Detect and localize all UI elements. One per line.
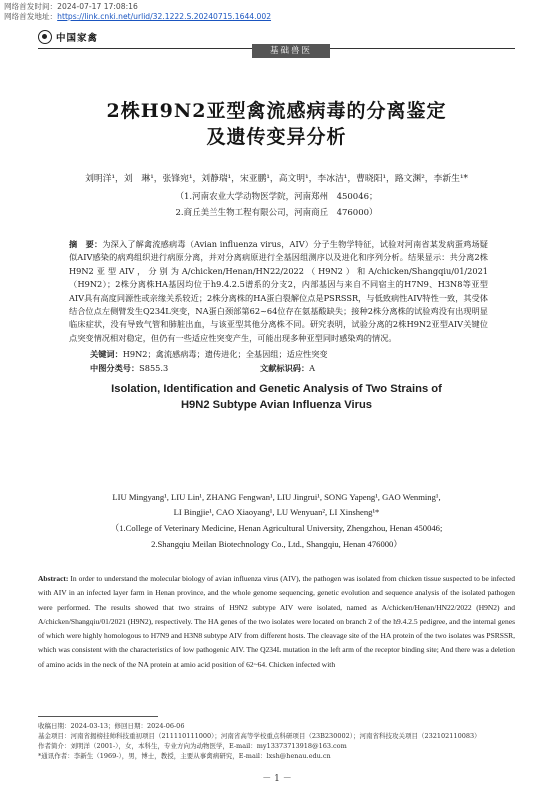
abstract-cn — [69, 238, 488, 345]
authors-en-line-2: LI Bingjie¹, CAO Xiaoyang¹, LU Wenyuan², LI Xinsheng¹* — [173, 507, 380, 517]
title-cn-line-2: 及遗传变异分析 — [206, 126, 347, 148]
affiliation-cn-2: 2.商丘美兰生物工程有限公司，河南商丘 476000） — [175, 208, 378, 218]
affiliation-en-2: 2.Shangqiu Meilan Biotechnology Co., Ltd., Shangqiu, Henan 476000） — [151, 539, 402, 549]
abstract-cn-text: 为深入了解禽流感病毒（Avian influenza virus，AIV）分子生物学特征，试验对河南省某发病蛋鸡场疑似AIV感染的病鸡组织进行病原分离，并对分离病原进行全基因组测序以及进化和序列分析。结果显示：共分离2株H9N2亚型AIV，分别为A/chicken/Henan/HN22/2022（H9N2）和A/chicken/Shangqiu/01/2021（H9N2）；2株分离株HA基因均位于h9.4.2.5谱系的分支2，内部基因与来自不同宿主的H7N9、H3N8等亚型AIV具有高度同源性或亲缘关系较近；2株分离株的HA蛋白裂解位点是PSRSSR，与低致病性AIV特性一致，其受体结合位点左侧臂发生Q234L突变，NA蛋白颈部第62~64位存在氨基酸缺失；接种2株分离株的试验鸡没有出现明显临床症状，没有导致气管和肺脏出血，与该亚型其他分离株不同。研究表明，试验分离的2株H9N2亚型AIV关键位点突变情况相对稳定，但仍有一些适应性突变产生，可能出现多种亚型同时感染鸡的情况。 — [69, 239, 488, 343]
journal-seal-icon — [38, 30, 52, 44]
journal-logo — [38, 30, 98, 44]
clc-label: 中图分类号： — [90, 363, 140, 373]
footnote-author-bio: 作者简介：刘明洋（2001-），女，本科生，专业方向为动物医学，E-mail：my13373713918@163.com — [38, 742, 347, 750]
url-label: 网络首发地址： — [4, 12, 58, 21]
keywords-cn — [90, 348, 328, 360]
abstract-cn-label: 摘 要： — [69, 239, 103, 249]
publication-url-link[interactable]: https://link.cnki.net/urlid/32.1222.S.20240715.1644.002 — [57, 12, 272, 21]
journal-name: 中国家禽 — [56, 33, 99, 44]
abstract-en — [38, 572, 515, 672]
clc-value: S855.3 — [139, 363, 169, 373]
document-code — [260, 362, 315, 374]
doc-code-value: A — [309, 363, 316, 373]
footnotes — [38, 721, 518, 761]
affiliation-cn-1: （1.河南农业大学动物医学院，河南郑州 450046； — [175, 192, 378, 202]
footnote-dates: 收稿日期：2024-03-13；修回日期：2024-06-06 — [38, 722, 185, 730]
publication-address — [4, 12, 271, 22]
abstract-en-label: Abstract: — [38, 574, 69, 583]
classification-line — [90, 362, 316, 374]
authors-cn: 刘明洋¹，刘 琳¹，张锋宛¹，刘静瑞¹，宋亚鹏¹，高文明¹，李冰洁¹，曹晓阳¹，路文渊²，李新生¹* — [85, 174, 468, 184]
title-en-line-2: H9N2 Subtype Avian Influenza Virus — [180, 399, 373, 411]
publication-date: 网络首发时间：2024-07-17 17:08:16 — [4, 2, 138, 11]
page-number: － 1 － — [262, 774, 292, 784]
title-cn-line-1: 2株H9N2亚型禽流感病毒的分离鉴定 — [106, 100, 447, 122]
section-label: 基础兽医 — [252, 44, 330, 58]
online-publication-info — [4, 2, 271, 22]
keywords-text: H9N2；禽流感病毒；遗传进化；全基因组；适应性突变 — [122, 349, 328, 359]
footnote-funding: 基金项目：河南省揭榜挂帅科技重初项目（211110111000）；河南省高等学校重点科研项目（23B230002）；河南省科技攻关项目（232102110083） — [38, 732, 481, 740]
affiliation-en-1: （1.College of Veterinary Medicine, Henan Agricultural University, Zhengzhou, Henan 450046; — [110, 523, 443, 533]
doc-code-label: 文献标识码： — [260, 363, 310, 373]
keywords-label: 关键词： — [90, 349, 123, 359]
abstract-en-text: In order to understand the molecular biology of avian influenza virus (AIV), the pathogen was isolated from chicken tissue suspected to be infected with AIV in an infected layer farm in Henan province, and the whole genome sequencing, genetic evolution and sequence analysis of the isolated pathogen were performed. The results showed that two strains of H9N2 subtype AIV were isolated, named as A/chicken/Henan/HN22/2022 (H9N2) and A/chicken/Shangqiu/01/2021 (H9N2), respectively. The HA genes of the two isolates were located on branch 2 of the h9.4.2.5 pedigree, and the internal genes of which were highly homologous to H7N9 and H3N8 subtype AIV from different hosts. The cleavage site of the HA protein of the two isolates was PSRSSR, which was consistent with the characteristics of low pathogenic AIV. The Q234L mutation in the left arm of the receptor binding site; And there was a deletion of amino acids in the neck of the NA protein at amio acid position of 62~64. Chicken infected with — [38, 574, 515, 669]
footnote-corresponding-author: *通讯作者：李新生（1969-），男，博士，教授，主要从事禽病研究，E-mail：lxsh@henau.edu.cn — [38, 752, 331, 760]
title-en-line-1: Isolation, Identification and Genetic Analysis of Two Strains of — [111, 383, 442, 395]
footnote-divider — [38, 716, 158, 717]
authors-en-line-1: LIU Mingyang¹, LIU Lin¹, ZHANG Fengwan¹, LIU Jingrui¹, SONG Yapeng¹, GAO Wenming¹, — [112, 492, 441, 502]
